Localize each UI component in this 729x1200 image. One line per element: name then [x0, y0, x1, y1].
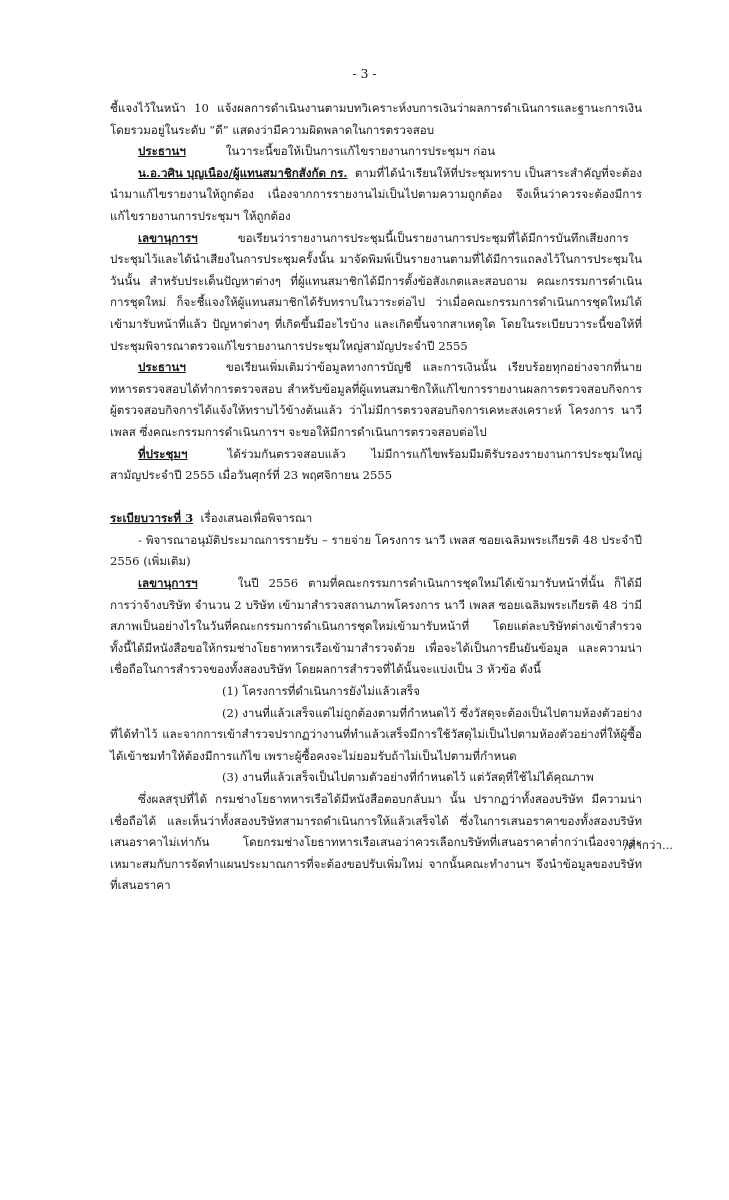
list-item-1: (1) โครงการที่ดำเนินการยังไม่แล้วเสร็จ: [222, 683, 421, 698]
document-body: [110, 98, 642, 897]
agenda-heading: ระเบียบวาระที่ 3 เรื่องเสนอเพื่อพิจารณา: [110, 511, 313, 526]
speaker-label: ประธานฯ: [138, 360, 186, 375]
list-item-2: (2) งานที่แล้วเสร็จแต่ไม่ถูกต้องตามที่กำหนดไว้ ซึ่งวัสดุจะต้องเป็นไปตามห้องตัวอย่างที่ได้ทำไว้ และจากการเข้าสำรวจปรากฏว่างานที่ทำแล้วเสร็จมีการใช้วัสดุไม่เป็นไปตามห้องตัวอย่างที่ให้ผู้ซื้อได้เข้าชมทำให้ต้องมีการแก้ไข เพราะผู้ซื้อคงจะไม่ยอมรับถ้าไม่เป็นไปตามที่กำหนด: [110, 705, 642, 763]
speaker-label: เลขานุการฯ: [138, 575, 198, 590]
speaker-label: เลขานุการฯ: [138, 230, 198, 245]
paragraph-secretary-2: เลขานุการฯ ในปี 2556 ตามที่คณะกรรมการดำเนินการชุดใหม่ได้เข้ามารับหน้าที่นั้น ก็ได้มีการว่าจ้างบริษัท จำนวน 2 บริษัท เข้ามาสำรวจสถานภาพโครงการ นาวี เพลส ซอยเฉลิมพระเกียรติ 48 ว่ามีสภาพเป็นอย่างไรในวันที่คณะกรรมการดำเนินการชุดใหม่เข้ามารับหน้าที่ โดยแต่ละบริษัทต่างเข้าสำรวจ ทั้งนี้ได้มีหนังสือขอให้กรมช่างโยธาทหารเรือเข้ามาสำรวจด้วย เพื่อจะได้เป็นการยืนยันข้อมูล และความน่าเชื่อถือในการสำรวจของทั้งสองบริษัท โดยผลการสำรวจที่ได้นั้นจะแบ่งเป็น 3 หัวข้อ ดังนี้: [110, 575, 642, 677]
paragraph-summary: ซึ่งผลสรุปที่ได้ กรมช่างโยธาทหารเรือได้มีหนังสือตอบกลับมา นั้น ปรากฏว่าทั้งสองบริษัท มีความน่าเชื่อถือได้ และเห็นว่าทั้งสองบริษัทสามารถดำเนินการให้แล้วเสร็จได้ ซึ่งในการเสนอราคาของทั้งสองบริษัทเสนอราคาไม่เท่ากัน โดยกรมช่างโยธาทหารเรือเสนอว่าควรเลือกบริษัทที่เสนอราคาต่ำกว่าเนื่องจากจะเหมาะสมกับการจัดทำแผนประมาณการที่จะต้องขอปรับเพิ่มใหม่ จากนั้นคณะทำงานฯ จึงนำข้อมูลของบริษัทที่เสนอราคา: [110, 791, 642, 893]
speaker-label: ที่ประชุมฯ: [138, 446, 188, 461]
page-number: - 3 -: [352, 66, 377, 81]
paragraph-continued: ชี้แจงไว้ในหน้า 10 แจ้งผลการดำเนินงานตามบทวิเคราะห์งบการเงินว่าผลการดำเนินการและฐานะการเงินโดยรวมอยู่ในระดับ “ดี” แสดงว่ามีความผิดพลาดในการตรวจสอบ: [110, 101, 642, 137]
paragraph-member-rep: น.อ.วศิน บุญเนือง/ผู้แทนสมาชิกสังกัด กร. ตามที่ได้นำเรียนให้ที่ประชุมทราบ เป็นสาระสำคัญที่จะต้องนำมาแก้ไขรายงานให้ถูกต้อง เนื่องจากการรายงานไม่เป็นไปตามความถูกต้อง จึงเห็นว่าควรจะต้องมีการแก้ไขรายงานการประชุมฯ ให้ถูกต้อง: [110, 165, 642, 223]
list-item-3: (3) งานที่แล้วเสร็จเป็นไปตามตัวอย่างที่กำหนดไว้ แต่วัสดุที่ใช้ไม่ได้คุณภาพ: [222, 770, 594, 785]
agenda-number: ระเบียบวาระที่ 3: [110, 511, 194, 526]
paragraph-secretary: เลขานุการฯ ขอเรียนว่ารายงานการประชุมนี้เป็นรายงานการประชุมที่ได้มีการบันทึกเสียงการประชุมไว้และได้นำเสียงในการประชุมครั้งนั้น มาจัดพิมพ์เป็นรายงานตามที่ได้มีการแถลงไว้ในการประชุมในวันนั้น สำหรับประเด็นปัญหาต่างๆ ที่ผู้แทนสมาชิกได้มีการตั้งข้อสังเกตและสอบถาม คณะกรรมการดำเนินการชุดใหม่ ก็จะชี้แจงให้ผู้แทนสมาชิกได้รับทราบในวาระต่อไป ว่าเมื่อคณะกรรมการดำเนินการชุดใหม่ได้เข้ามารับหน้าที่แล้ว ปัญหาต่างๆ ที่เกิดขึ้นมีอะไรบ้าง และเกิดขึ้นจากสาเหตุใด โดยในระเบียบวาระนี้ขอให้ที่ประชุมพิจารณาตรวจแก้ไขรายงานการประชุมใหญ่สามัญประจำปี 2555: [110, 230, 642, 353]
speaker-label: ประธานฯ: [138, 144, 186, 159]
continuation-marker: /ต่ำกว่า...: [623, 838, 673, 852]
speaker-label: น.อ.วศิน บุญเนือง/ผู้แทนสมาชิกสังกัด กร.: [138, 165, 348, 180]
paragraph-resolution: ที่ประชุมฯ ได้ร่วมกันตรวจสอบแล้ว ไม่มีการแก้ไขพร้อมมีมติรับรองรายงานการประชุมใหญ่สามัญประจำปี 2555 เมื่อวันศุกร์ที่ 23 พฤศจิกายน 2555: [110, 446, 642, 483]
agenda-item: - พิจารณาอนุมัติประมาณการรายรับ – รายจ่าย โครงการ นาวี เพลส ซอยเฉลิมพระเกียรติ 48 ประจำปี 2556 (เพิ่มเติม): [110, 532, 642, 569]
paragraph-chairman-2: ประธานฯ ขอเรียนเพิ่มเติมว่าข้อมูลทางการบัญชี และการเงินนั้น เรียบร้อยทุกอย่างจากที่นายทหารตรวจสอบได้ทำการตรวจสอบ สำหรับข้อมูลที่ผู้แทนสมาชิกให้แก้ไขการรายงานผลการตรวจสอบกิจการผู้ตรวจสอบกิจการได้แจ้งให้ทราบไว้ข้างต้นแล้ว ว่าไม่มีการตรวจสอบกิจการเคหะสงเคราะห์ โครงการ นาวี เพลส ซึ่งคณะกรรมการดำเนินการฯ จะขอให้มีการดำเนินการตรวจสอบต่อไป: [110, 360, 642, 439]
paragraph-chairman: ประธานฯ ในวาระนี้ขอให้เป็นการแก้ไขรายงานการประชุมฯ ก่อน: [138, 144, 496, 159]
